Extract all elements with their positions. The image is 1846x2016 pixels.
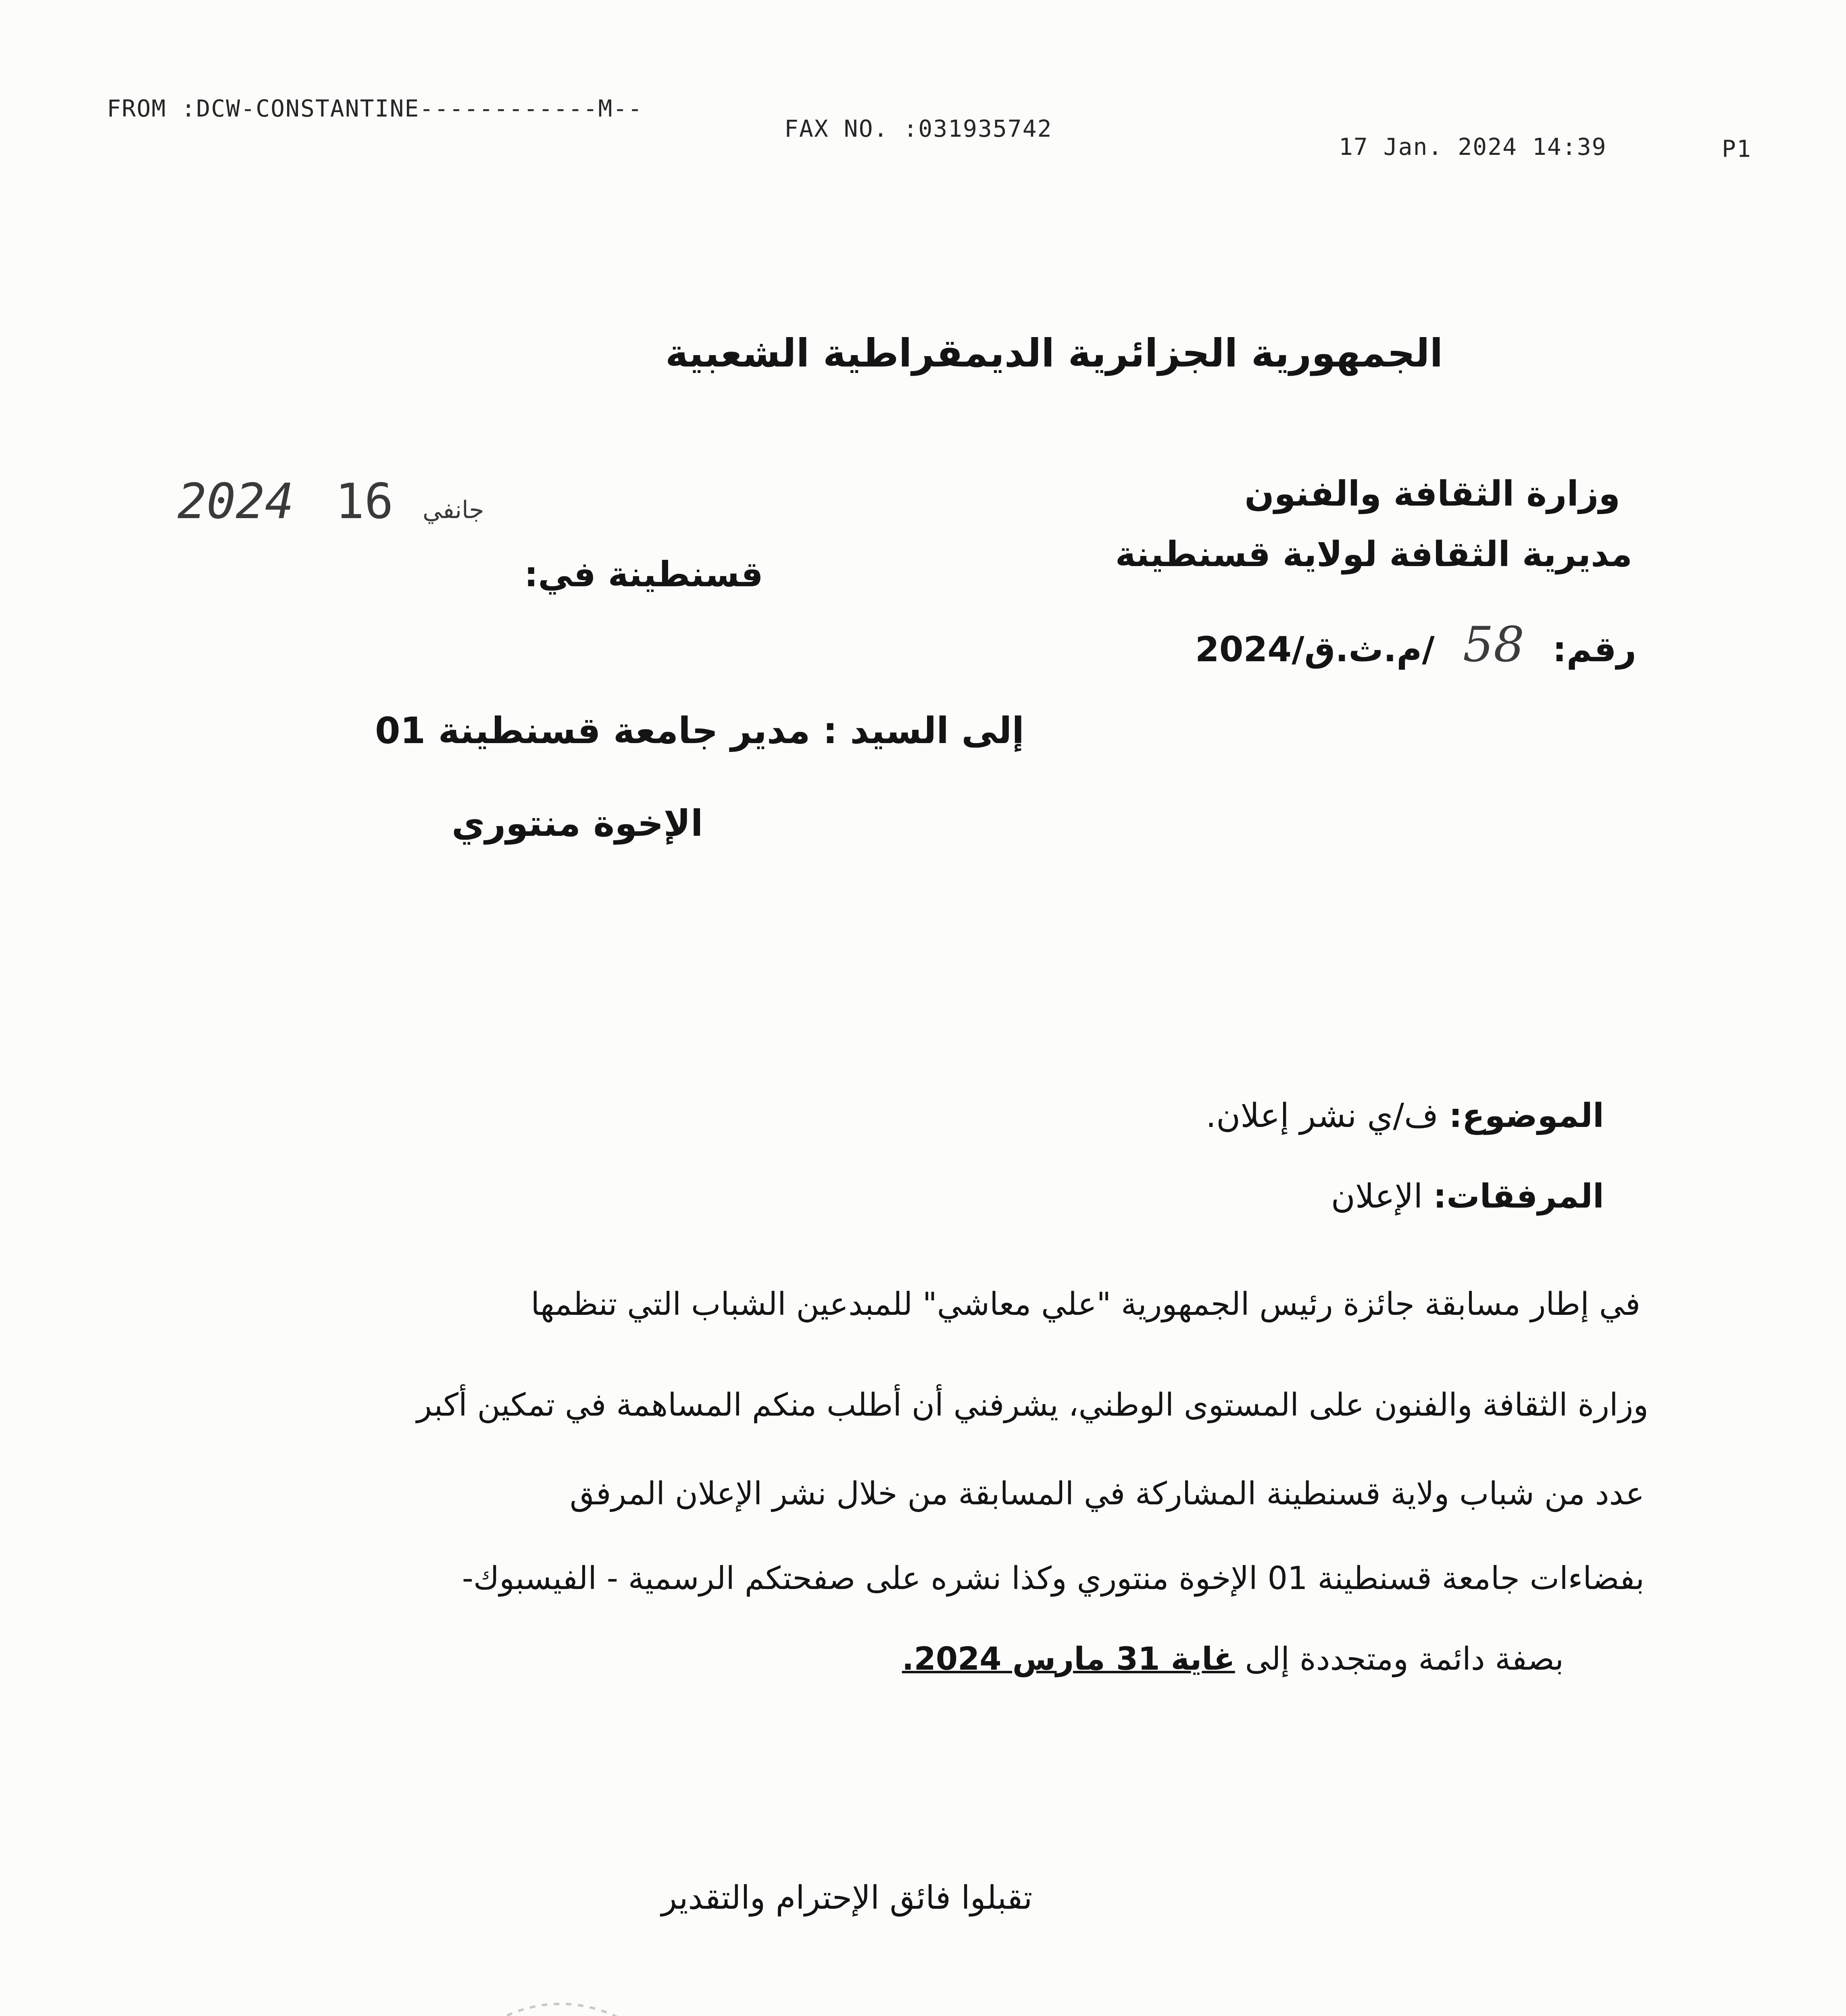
fax-datetime: 17 Jan. 2024 14:39 — [1339, 133, 1607, 160]
body-line-2: وزارة الثقافة والفنون على المستوى الوطني، يشرفني أن أطلب منكم المساهمة في تمكين أكبر — [417, 1387, 1648, 1423]
faded-seal — [16, 1996, 621, 2016]
fax-number: FAX NO. :031935742 — [784, 115, 1052, 142]
fax-from: FROM :DCW-CONSTANTINE------------M-- — [107, 95, 643, 122]
ministry-name: وزارة الثقافة والفنون — [1244, 474, 1620, 514]
date-year: 2024 — [177, 474, 294, 530]
reference-line — [1195, 617, 1636, 673]
reference-number: 58 — [1463, 617, 1525, 673]
body-line-5-start: بصفة دائمة ومتجددة إلى — [1235, 1641, 1564, 1677]
subject-label: الموضوع: — [1449, 1097, 1604, 1135]
subject-line — [1206, 1097, 1604, 1135]
deadline: غاية 31 مارس 2024. — [902, 1641, 1235, 1677]
closing-formula: تقبلوا فائق الإحترام والتقدير — [661, 1879, 1033, 1916]
body-line-5 — [902, 1641, 1564, 1677]
fax-page: P1 — [1722, 135, 1752, 162]
recipient-line-1: إلى السيد : مدير جامعة قسنطينة 01 — [375, 710, 1025, 752]
date-day: 16 — [335, 474, 394, 530]
recipient-line-2: الإخوة منتوري — [452, 802, 703, 845]
republic-heading: الجمهورية الجزائرية الديمقراطية الشعبية — [665, 331, 1443, 376]
reference-suffix: /م.ث.ق/2024 — [1195, 629, 1435, 670]
body-line-3: عدد من شباب ولاية قسنطينة المشاركة في المسابقة من خلال نشر الإعلان المرفق — [570, 1476, 1644, 1512]
reference-label: رقم: — [1552, 629, 1636, 670]
subject-value: ف/ي نشر إعلان. — [1206, 1097, 1439, 1135]
attachments-line — [1331, 1177, 1604, 1216]
body-line-1: في إطار مسابقة جائزة رئيس الجمهورية "علي معاشي" للمبدعين الشباب التي تنظمها — [531, 1286, 1640, 1322]
attachments-label: المرفقات: — [1433, 1177, 1604, 1216]
directorate-name: مديرية الثقافة لولاية قسنطينة — [1115, 534, 1632, 575]
date-stamp — [177, 474, 484, 530]
attachments-value: الإعلان — [1331, 1177, 1423, 1216]
place-label: قسنطينة في: — [524, 554, 763, 595]
body-line-4: بفضاءات جامعة قسنطينة 01 الإخوة منتوري وكذا نشره على صفحتكم الرسمية - الفيسبوك- — [462, 1560, 1644, 1597]
date-month: جانفي — [422, 496, 484, 524]
